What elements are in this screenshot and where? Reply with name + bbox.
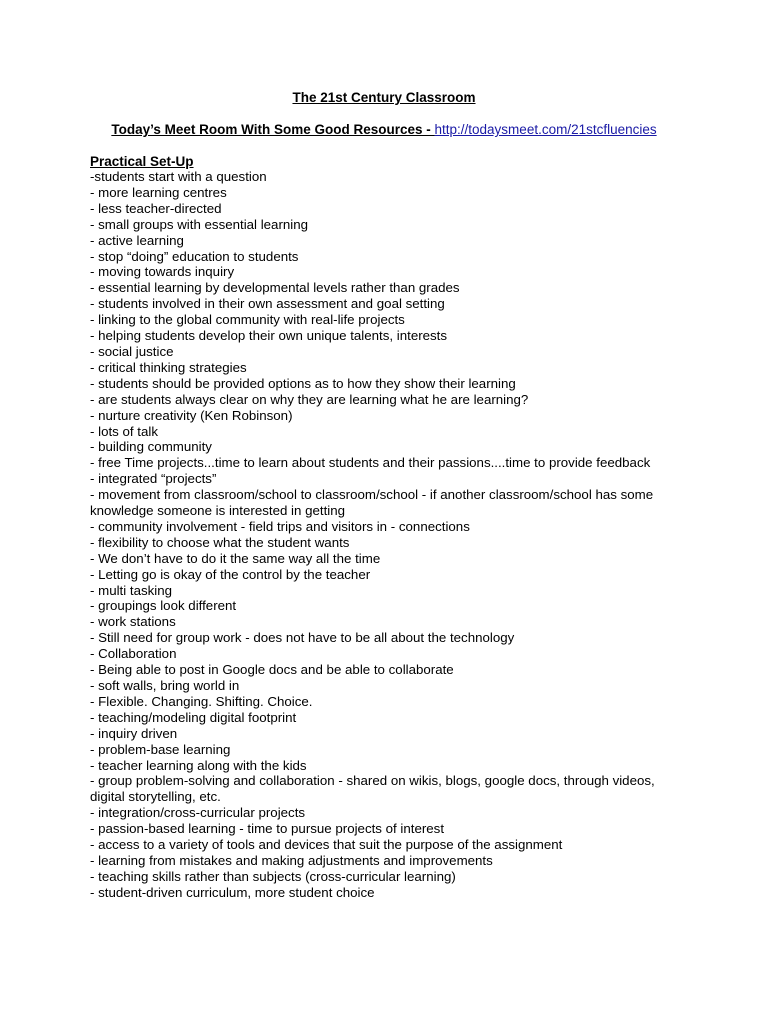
list-item: - free Time projects...time to learn about students and their passions....time to provide feedback bbox=[90, 455, 651, 471]
list-item: - helping students develop their own unique talents, interests bbox=[90, 328, 448, 344]
list-item: - problem-base learning bbox=[90, 741, 231, 757]
list-item: - Still need for group work - does not have to be all about the technology bbox=[90, 630, 515, 646]
list-item: - less teacher-directed bbox=[90, 200, 222, 216]
list-item: - access to a variety of tools and devices that suit the purpose of the assignment bbox=[90, 837, 563, 853]
list-item: - soft walls, bring world in bbox=[90, 678, 240, 693]
list-item: - integration/cross-curricular projects bbox=[90, 805, 306, 821]
list-item: - Being able to post in Google docs and be able to collaborate bbox=[90, 662, 454, 678]
list-item: - moving towards inquiry bbox=[90, 264, 235, 280]
list-item: - teaching skills rather than subjects (cross-curricular learning) bbox=[90, 868, 456, 884]
list-item: - linking to the global community with real-life projects bbox=[90, 312, 405, 328]
list-item: - essential learning by developmental levels rather than grades bbox=[90, 280, 460, 296]
list-item: - flexibility to choose what the student wants bbox=[90, 534, 350, 550]
list-item: - Flexible. Changing. Shifting. Choice. bbox=[90, 693, 313, 709]
list-item: - work stations bbox=[90, 614, 176, 630]
practical-setup-list bbox=[90, 169, 690, 901]
list-item: - are students always clear on why they are learning what he are learning? bbox=[90, 391, 529, 407]
list-item: - nurture creativity (Ken Robinson) bbox=[90, 407, 293, 423]
resource-link[interactable]: http://todaysmeet.com/21stcfluencies bbox=[434, 122, 657, 137]
list-item: - inquiry driven bbox=[90, 725, 178, 741]
page-title: The 21st Century Classroom bbox=[292, 90, 476, 105]
list-item: - lots of talk bbox=[90, 423, 158, 439]
list-item: - learning from mistakes and making adjustments and improvements bbox=[90, 852, 493, 868]
list-item: - teacher learning along with the kids bbox=[90, 757, 307, 773]
list-item: - more learning centres bbox=[90, 184, 227, 200]
list-item: - Collaboration bbox=[90, 646, 177, 662]
list-item: - group problem-solving and collaboration - shared on wikis, blogs, google docs, through videos, digital storytelling, etc. bbox=[90, 773, 659, 805]
list-item: -students start with a question bbox=[90, 169, 267, 184]
subtitle-line bbox=[0, 121, 768, 139]
list-item: - groupings look different bbox=[90, 598, 237, 614]
subtitle-label: Today’s Meet Room With Some Good Resources - bbox=[111, 122, 435, 137]
list-item: - building community bbox=[90, 439, 212, 455]
list-item: - social justice bbox=[90, 343, 174, 359]
list-item: - small groups with essential learning bbox=[90, 216, 309, 232]
list-item: - passion-based learning - time to pursue projects of interest bbox=[90, 821, 445, 837]
list-item: - movement from classroom/school to classroom/school - if another classroom/school has some knowledge someone is interested in getting bbox=[90, 487, 657, 519]
list-item: - community involvement - field trips and visitors in - connections bbox=[90, 518, 470, 534]
list-item: - multi tasking bbox=[90, 582, 173, 598]
list-item: - students involved in their own assessment and goal setting bbox=[90, 296, 445, 312]
list-item: - student-driven curriculum, more student choice bbox=[90, 884, 375, 900]
list-item: - Letting go is okay of the control by the teacher bbox=[90, 566, 371, 582]
list-item: - active learning bbox=[90, 232, 184, 248]
list-item: - integrated “projects” bbox=[90, 471, 217, 487]
list-item: - stop “doing” education to students bbox=[90, 248, 299, 264]
list-item: - students should be provided options as to how they show their learning bbox=[90, 375, 516, 391]
section-heading: Practical Set-Up bbox=[90, 154, 194, 169]
list-item: - critical thinking strategies bbox=[90, 359, 247, 375]
list-item: - teaching/modeling digital footprint bbox=[90, 709, 297, 725]
list-item: - We don’t have to do it the same way all the time bbox=[90, 550, 381, 566]
